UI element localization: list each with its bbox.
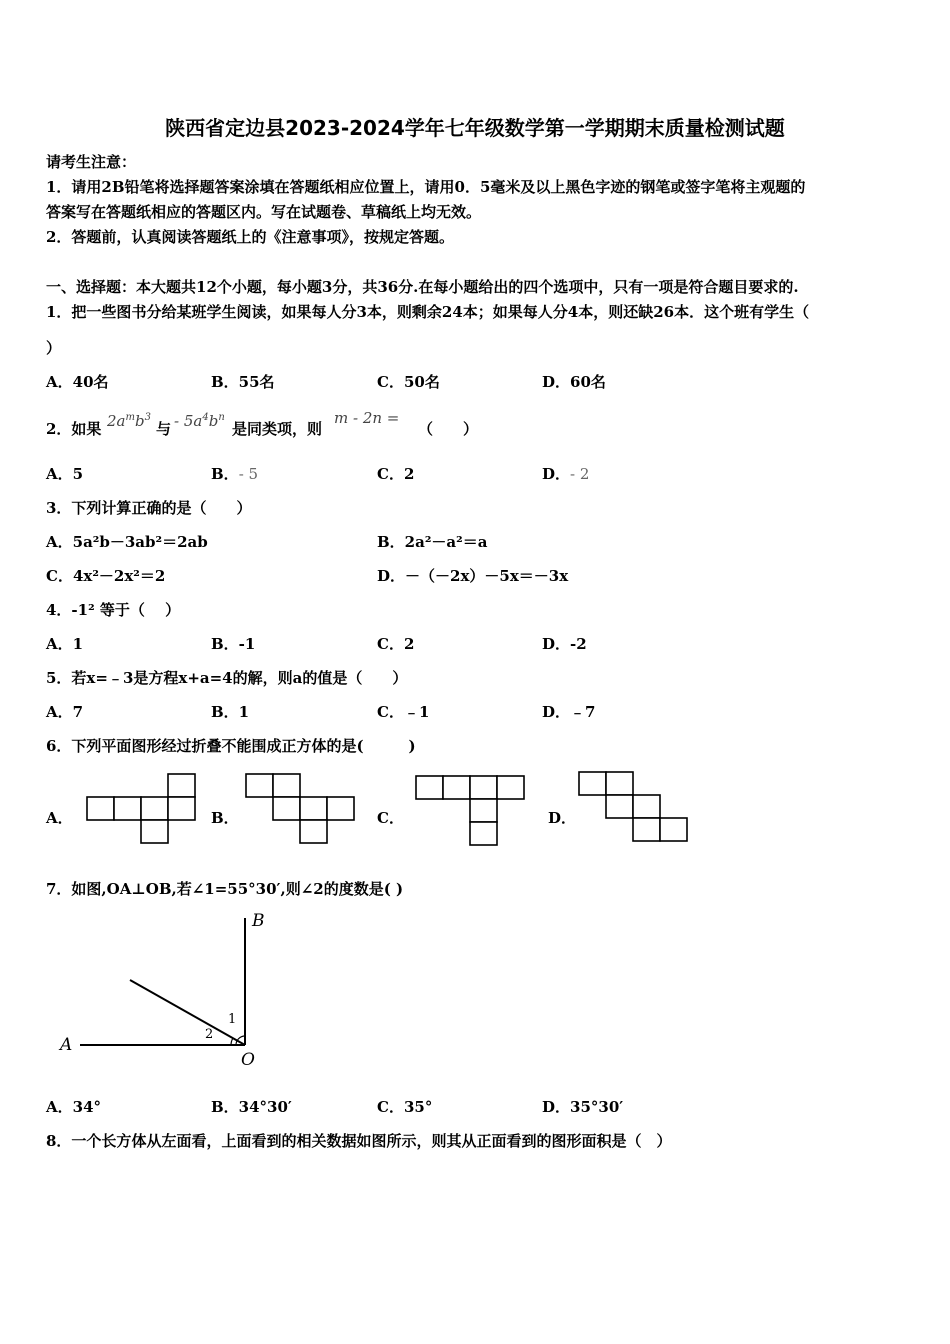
q7-option-c: C．35° [377, 1098, 433, 1116]
cube-net-d [578, 771, 693, 843]
question-1-stem-end: ） [46, 339, 62, 357]
angle-figure [55, 908, 285, 1073]
q1-option-a: A．40名 [46, 373, 109, 391]
section-heading: 一、选择题：本大题共12个小题，每小题3分，共36分.在每小题给出的四个选项中，只有一项是符合题目要求的. [46, 278, 799, 296]
label-angle-1: 1 [228, 1012, 237, 1027]
q3-option-a: A．5a²b－3ab²＝2ab [46, 533, 208, 551]
q2-option-a: A．5 [46, 465, 84, 483]
question-5-stem: 5．若x=﹣3是方程x+a=4的解，则a的值是（ ） [46, 669, 408, 687]
page-title: 陕西省定边县2023-2024学年七年级数学第一学期期末质量检测试题 [165, 116, 785, 140]
cube-net-c [415, 775, 530, 847]
q5-option-d: D．﹣7 [542, 703, 596, 721]
q2-option-d: D．- 2 [542, 465, 590, 483]
q7-option-b: B．34°30′ [211, 1098, 292, 1116]
question-8-stem: 8．一个长方体从左面看，上面看到的相关数据如图所示，则其从正面看到的图形面积是（ ） [46, 1132, 672, 1150]
q5-option-b: B．1 [211, 703, 250, 721]
q4-option-c: C．2 [377, 635, 415, 653]
notice-line-1: 1．请用2B铅笔将选择题答案涂填在答题纸相应位置上，请用0．5毫米及以上黑色字迹的钢笔或签字笔将主观题的 [46, 178, 806, 196]
q4-option-a: A．1 [46, 635, 84, 653]
question-3-stem: 3．下列计算正确的是（ ） [46, 499, 252, 517]
question-4-stem: 4．-1² 等于（ ） [46, 601, 181, 619]
question-2-mid: 与 [156, 420, 172, 438]
question-2-paren: （ ） [418, 420, 479, 438]
q3-option-b: B．2a²－a²＝a [377, 533, 488, 551]
question-2-term1: $2a^mb^3$ [107, 412, 151, 430]
q6-option-a: A． [46, 809, 73, 827]
label-b: B [252, 911, 265, 931]
cube-net-b [245, 773, 360, 845]
q1-option-c: C．50名 [377, 373, 440, 391]
q3-option-d: D．－（－2x）－5x＝－3x [377, 567, 569, 585]
q5-option-c: C．﹣1 [377, 703, 430, 721]
q6-option-c: C． [377, 809, 404, 827]
question-2-term2: - $5a^4b^n$ [174, 412, 225, 430]
q1-option-b: B．55名 [211, 373, 275, 391]
q7-option-a: A．34° [46, 1098, 102, 1116]
question-2-expression: m - 2n = [334, 409, 400, 427]
label-a: A [60, 1035, 73, 1055]
q4-option-b: B．-1 [211, 635, 256, 653]
notice-heading: 请考生注意： [46, 153, 137, 171]
q3-option-c: C．4x²－2x²＝2 [46, 567, 166, 585]
notice-line-1b: 答案写在答题纸相应的答题区内。写在试题卷、草稿纸上均无效。 [46, 203, 482, 221]
q2-option-c: C．2 [377, 465, 415, 483]
notice-line-2: 2．答题前，认真阅读答题纸上的《注意事项》，按规定答题。 [46, 228, 454, 246]
q5-option-a: A．7 [46, 703, 84, 721]
question-7-stem: 7．如图,OA⊥OB,若∠1=55°30′,则∠2的度数是( ) [46, 880, 404, 898]
question-2-after: 是同类项，则 [232, 420, 323, 438]
label-o: O [241, 1050, 255, 1070]
q2-option-b: B．- 5 [211, 465, 259, 483]
q1-option-d: D．60名 [542, 373, 606, 391]
cube-net-a [86, 773, 201, 845]
q4-option-d: D．-2 [542, 635, 587, 653]
question-1-stem: 1．把一些图书分给某班学生阅读，如果每人分3本，则剩余24本；如果每人分4本，则还缺26本．这个班有学生（ [46, 303, 810, 321]
question-6-stem: 6．下列平面图形经过折叠不能围成正方体的是( ) [46, 737, 416, 755]
q6-option-b: B． [211, 809, 239, 827]
question-2-prefix: 2．如果 [46, 420, 102, 438]
q6-option-d: D． [548, 809, 577, 827]
q7-option-d: D．35°30′ [542, 1098, 624, 1116]
label-angle-2: 2 [205, 1027, 214, 1042]
